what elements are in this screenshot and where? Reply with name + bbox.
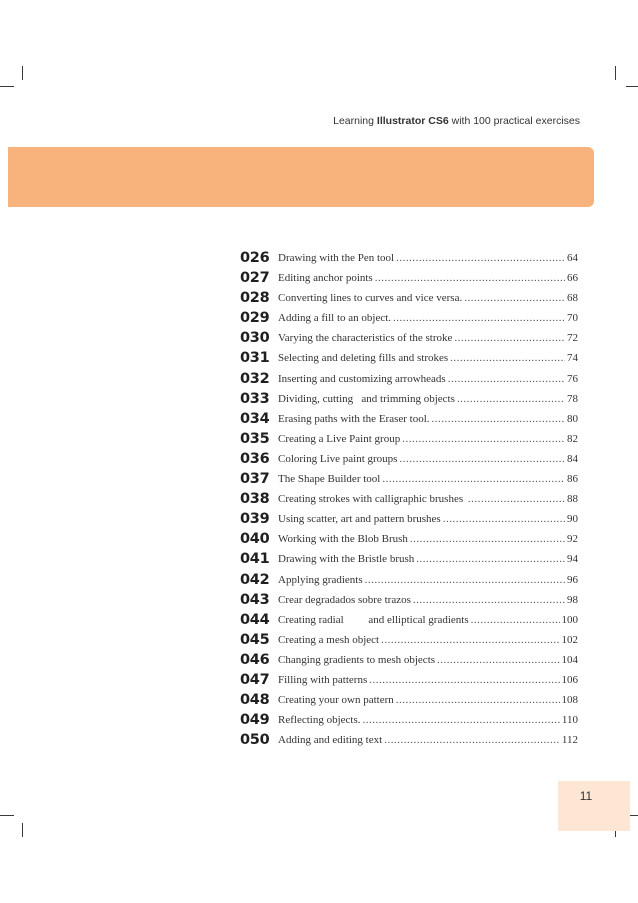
exercise-number: 042: [240, 571, 270, 588]
exercise-number: 040: [240, 531, 270, 548]
toc-row[interactable]: [240, 671, 578, 691]
exercise-title: Adding and editing text: [278, 734, 383, 747]
toc-row[interactable]: [240, 249, 578, 269]
page-ref: 68: [567, 292, 578, 305]
exercise-title: Drawing with the Pen tool: [278, 252, 395, 264]
toc-row[interactable]: [240, 349, 578, 369]
page-ref: 108: [561, 694, 578, 707]
exercise-title: Coloring Live paint groups: [278, 452, 398, 465]
exercise-number: 043: [240, 591, 270, 608]
dot-leader: [396, 251, 565, 265]
exercise-number: 034: [240, 410, 270, 427]
toc-entry: [278, 251, 578, 265]
toc-row[interactable]: [240, 711, 578, 731]
toc-entry: [278, 412, 578, 426]
toc-entry: [278, 472, 578, 486]
crop-mark-top-left-v: [22, 66, 23, 80]
page-ref: 80: [567, 412, 578, 425]
header-suffix: with 100 practical exercises: [448, 115, 580, 127]
page-ref: 90: [567, 513, 578, 526]
page-ref: 72: [567, 332, 578, 345]
dot-leader: [454, 331, 565, 345]
toc-row[interactable]: [240, 550, 578, 570]
toc-row[interactable]: [240, 651, 578, 671]
exercise-title: Inserting and customizing arrowheads: [278, 372, 446, 385]
toc-row[interactable]: [240, 390, 578, 410]
dot-leader: [399, 452, 565, 466]
toc-entry: [278, 552, 578, 566]
exercise-title: Creating your own pattern: [278, 694, 394, 707]
exercise-title: Creating strokes with calligraphic brushes: [278, 493, 466, 506]
header-product: Illustrator CS6: [376, 115, 449, 127]
exercise-number: 047: [240, 671, 270, 688]
toc-row[interactable]: [240, 269, 578, 289]
exercise-number: 031: [240, 350, 270, 367]
toc-entry: [278, 271, 578, 285]
exercise-title: Changing gradients to mesh objects: [278, 653, 436, 666]
dot-leader: [365, 573, 565, 587]
crop-mark-top-right-v: [615, 66, 616, 80]
dot-leader: [375, 271, 565, 285]
exercise-title: Converting lines to curves and vice versa.: [278, 292, 463, 305]
dot-leader: [369, 673, 559, 687]
page-ref: 74: [567, 352, 578, 365]
toc-row[interactable]: [240, 510, 578, 530]
page-ref: 102: [561, 633, 578, 646]
toc-row[interactable]: [240, 571, 578, 591]
exercise-number: 027: [240, 270, 270, 287]
exercise-number: 039: [240, 511, 270, 528]
header-prefix: Learning: [333, 115, 377, 127]
toc-row[interactable]: [240, 691, 578, 711]
dot-leader: [393, 311, 565, 325]
toc-row[interactable]: [240, 470, 578, 490]
dot-leader: [382, 472, 565, 486]
page-ref: 104: [561, 653, 578, 666]
header-band: [8, 147, 594, 207]
exercise-number: 048: [240, 692, 270, 709]
page-ref: 66: [567, 272, 578, 285]
dot-leader: [464, 291, 565, 305]
toc-row[interactable]: [240, 289, 578, 309]
toc-entry: [278, 351, 578, 365]
page-ref: 92: [567, 533, 578, 546]
crop-mark-top-right-h: [626, 86, 638, 87]
toc-entry: [278, 291, 578, 305]
page-ref: 110: [561, 714, 578, 727]
toc-entry: [278, 593, 578, 607]
toc-row[interactable]: [240, 490, 578, 510]
exercise-title: Creating radial and elliptical gradients: [278, 613, 469, 626]
dot-leader: [437, 653, 559, 667]
toc-row[interactable]: [240, 731, 578, 751]
exercise-number: 044: [240, 611, 270, 628]
toc-entry: [278, 532, 578, 546]
toc-entry: [278, 311, 578, 325]
exercise-number: 050: [240, 732, 270, 749]
exercise-number: 045: [240, 631, 270, 648]
exercise-title: Drawing with the Bristle brush: [278, 553, 415, 566]
exercise-number: 032: [240, 370, 270, 387]
page-ref: 78: [567, 392, 578, 405]
toc-row[interactable]: [240, 611, 578, 631]
page-ref: 88: [567, 493, 578, 506]
toc-entry: [278, 673, 578, 687]
dot-leader: [468, 492, 565, 506]
page-ref: 106: [561, 673, 578, 686]
exercise-number: 041: [240, 551, 270, 568]
exercise-title: Selecting and deleting fills and strokes: [278, 352, 449, 365]
page-ref: 82: [567, 432, 578, 445]
dot-leader: [416, 552, 565, 566]
running-header: [280, 115, 580, 127]
page-number: 11: [579, 789, 593, 803]
toc-row[interactable]: [240, 329, 578, 349]
dot-leader: [381, 633, 559, 647]
exercise-title: Creating a mesh object: [278, 633, 380, 646]
page-ref: 100: [561, 613, 578, 626]
exercise-title: Dividing, cutting and trimming objects: [278, 392, 455, 405]
exercise-number: 046: [240, 651, 270, 668]
toc-entry: [278, 713, 578, 727]
page-ref: 84: [567, 452, 578, 465]
dot-leader: [448, 372, 565, 386]
toc-entry: [278, 613, 578, 627]
crop-mark-bottom-left-v: [22, 823, 23, 837]
exercise-number: 030: [240, 330, 270, 347]
dot-leader: [432, 412, 565, 426]
toc-row[interactable]: [240, 430, 578, 450]
exercise-number: 038: [240, 491, 270, 508]
exercise-number: 037: [240, 471, 270, 488]
toc-entry: [278, 392, 578, 406]
dot-leader: [413, 593, 565, 607]
exercise-number: 029: [240, 310, 270, 327]
exercise-title: Varying the characteristics of the stroke: [278, 332, 453, 345]
exercise-title: Applying gradients: [278, 573, 363, 586]
toc-entry: [278, 452, 578, 466]
crop-mark-bottom-left-h: [0, 815, 14, 816]
page-ref: 98: [567, 593, 578, 606]
toc-entry: [278, 653, 578, 667]
exercise-number: 036: [240, 450, 270, 467]
toc-row[interactable]: [240, 450, 578, 470]
exercise-title: Using scatter, art and pattern brushes: [278, 513, 441, 526]
toc-entry: [278, 733, 578, 747]
toc-row[interactable]: [240, 591, 578, 611]
exercise-number: 035: [240, 430, 270, 447]
exercise-title: Creating a Live Paint group: [278, 432, 401, 445]
page-ref: 76: [567, 372, 578, 385]
dot-leader: [396, 693, 560, 707]
page-ref: 94: [567, 553, 578, 566]
crop-mark-top-left-h: [0, 86, 14, 87]
dot-leader: [362, 713, 559, 727]
exercise-number: 026: [240, 250, 270, 266]
exercise-title: Reflecting objects.: [278, 714, 361, 727]
toc-row[interactable]: [240, 530, 578, 550]
exercise-title: Filling with patterns: [278, 673, 368, 686]
table-of-contents: [240, 249, 578, 751]
exercise-title: Working with the Blob Brush: [278, 533, 408, 546]
dot-leader: [410, 532, 565, 546]
toc-entry: [278, 633, 578, 647]
toc-entry: [278, 372, 578, 386]
toc-entry: [278, 573, 578, 587]
exercise-title: Erasing paths with the Eraser tool.: [278, 412, 430, 425]
dot-leader: [402, 432, 565, 446]
exercise-title: Adding a fill to an object.: [278, 312, 392, 325]
toc-entry: [278, 492, 578, 506]
page-ref: 96: [567, 573, 578, 586]
toc-entry: [278, 512, 578, 526]
page-number-tab: [558, 781, 630, 831]
exercise-title: Editing anchor points: [278, 272, 373, 285]
toc-entry: [278, 432, 578, 446]
toc-entry: [278, 693, 578, 707]
page-ref: 70: [567, 312, 578, 325]
exercise-number: 033: [240, 390, 270, 407]
exercise-number: 028: [240, 290, 270, 307]
toc-row[interactable]: [240, 370, 578, 390]
dot-leader: [384, 733, 560, 747]
dot-leader: [443, 512, 565, 526]
toc-entry: [278, 331, 578, 345]
dot-leader: [450, 351, 565, 365]
dot-leader: [457, 392, 565, 406]
toc-row[interactable]: [240, 309, 578, 329]
exercise-number: 049: [240, 712, 270, 729]
toc-row[interactable]: [240, 410, 578, 430]
exercise-title: The Shape Builder tool: [278, 473, 381, 486]
dot-leader: [471, 613, 560, 627]
toc-row[interactable]: [240, 631, 578, 651]
page-ref: 64: [567, 252, 578, 264]
page-ref: 112: [561, 734, 578, 747]
exercise-title: Crear degradados sobre trazos: [278, 593, 411, 606]
page-ref: 86: [567, 473, 578, 486]
